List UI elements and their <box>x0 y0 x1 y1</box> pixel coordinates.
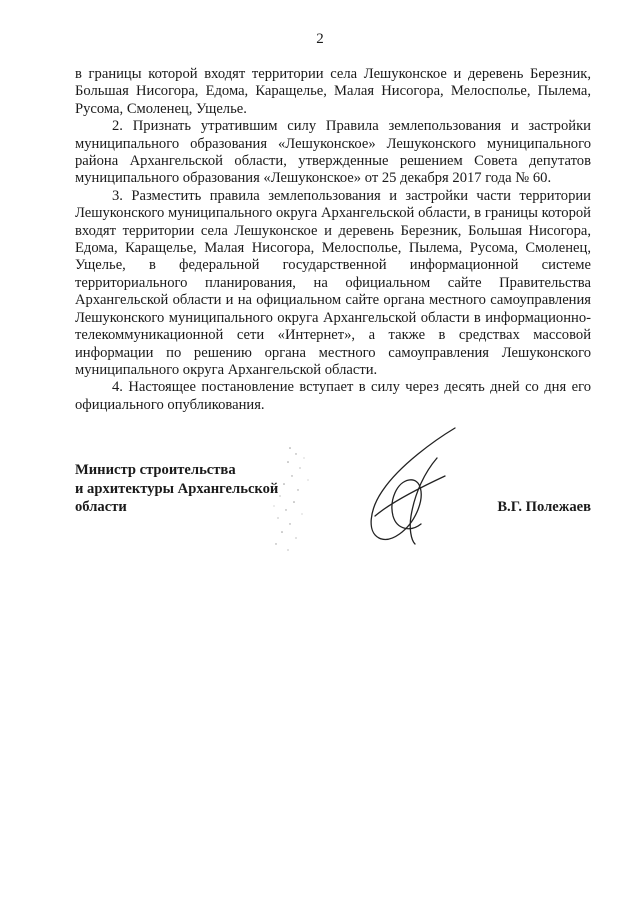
signer-title-line: Министр строительства <box>75 462 236 478</box>
paragraph-1: в границы которой входят территории села Лешуконское и деревень Березник, Большая Нисогора, Едома, Каращелье, Малая Нисогора, Мелосполье, Пылема, Русома, Смоленец, Ущелье. <box>75 66 591 117</box>
signer-title <box>75 461 278 517</box>
document-body <box>75 66 591 414</box>
signer-title-line: и архитектуры Архангельской <box>75 480 279 497</box>
paragraph-3: 3. Разместить правила землепользования и застройки части территории Лешуконского муниципального округа Архангельской области, в границы которой входят территории села Лешуконское и деревень Березник, Большая Нисогора, Едома, Каращелье, Малая Нисогора, Мелосполье, Пылема, Русома, Смоленец, Ущелье, в федеральной государственной информационной системе территориального планирования, на официальном сайте Правительства Архангельской области и на официальном сайте органа местного самоуправления Лешуконского муниципального округа Архангельской области в информационно-телекоммуникационной сети «Интернет», а также в средствах массовой информации по решению органа местного самоуправления Лешуконского муниципального округа Архангельской области. <box>75 187 591 378</box>
paragraph-2: 2. Признать утратившим силу Правила землепользования и застройки муниципального образования «Лешуконское» Лешуконского муниципального района Архангельской области, утвержденные решением Совета депутатов муниципального образования «Лешуконское» от 25 декабря 2017 года № 60. <box>75 118 591 187</box>
signer-name: В.Г. Полежаев <box>497 499 591 515</box>
paragraph-4: 4. Настоящее постановление вступает в силу через десять дней со дня его официального опубликования. <box>75 379 591 413</box>
signer-title-line: области <box>75 499 127 515</box>
signature-block <box>75 461 591 531</box>
page-number: 2 <box>316 31 324 47</box>
